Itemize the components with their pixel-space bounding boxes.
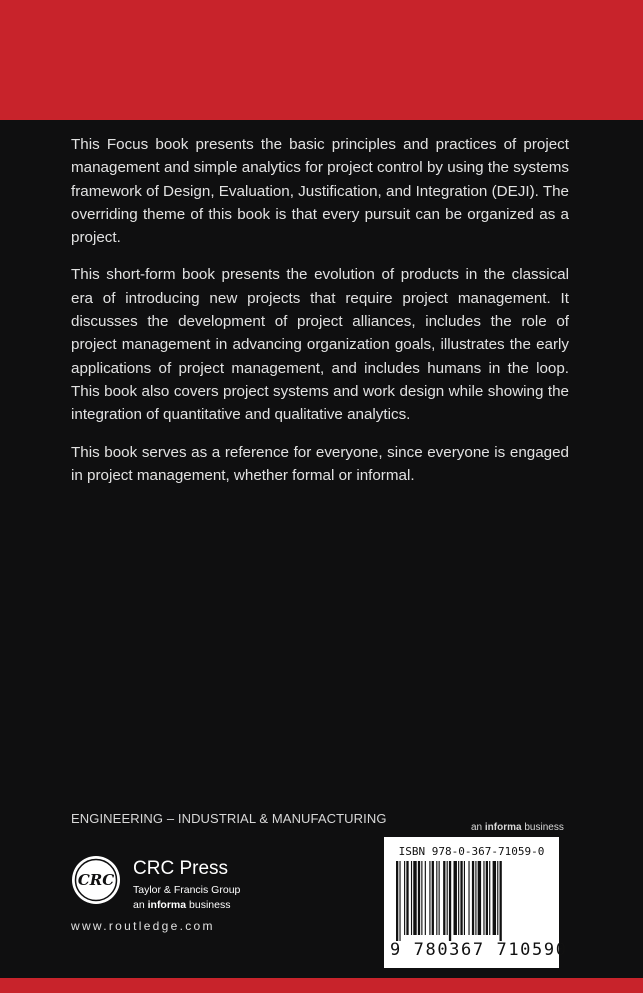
publisher-name: CRC Press bbox=[133, 858, 229, 879]
informa-bold: informa bbox=[484, 822, 522, 833]
crc-press-logo-icon bbox=[71, 855, 121, 905]
description-paragraph-3: This book serves as a reference for everyone, since everyone is engaged in project management, whether formal or informal. bbox=[71, 443, 569, 484]
barcode-bars bbox=[394, 861, 549, 941]
informa-business-tag bbox=[471, 822, 564, 833]
barcode-digits: 9 780367 710590 bbox=[390, 940, 568, 960]
publisher-group: Taylor & Francis Group bbox=[133, 884, 241, 896]
isbn-barcode bbox=[384, 837, 568, 968]
publisher-informa-prefix: an bbox=[133, 899, 145, 911]
publisher-informa-tag bbox=[133, 899, 231, 911]
back-cover-description bbox=[71, 133, 569, 501]
publisher-website: www.routledge.com bbox=[71, 919, 215, 933]
top-red-band bbox=[0, 0, 643, 120]
description-paragraph-1: This Focus book presents the basic principles and practices of project management and simple analytics for project control by using the systems framework of Design, Evaluation, Justification, and Integration (DEJI). The overriding theme of this book is that every pursuit can be organized as a project. bbox=[71, 136, 569, 247]
bottom-red-band bbox=[0, 978, 643, 993]
informa-suffix: business bbox=[524, 822, 564, 833]
subject-category: ENGINEERING – INDUSTRIAL & MANUFACTURING bbox=[71, 811, 387, 826]
description-paragraph-2: This short-form book presents the evolution of products in the classical era of introducing new projects that require project management. It discusses the development of project alliances, includes the role of project management in advancing organization goals, illustrates the early applications of project management, and includes humans in the loop. This book also covers project systems and work design while showing the integration of quantitative and qualitative analytics. bbox=[71, 266, 569, 424]
publisher-informa-suffix: business bbox=[189, 899, 231, 911]
isbn-label: ISBN 978-0-367-71059-0 bbox=[398, 845, 545, 858]
crc-logo-text: CRC bbox=[77, 871, 115, 889]
informa-prefix: an bbox=[471, 822, 483, 833]
publisher-informa-bold: informa bbox=[147, 899, 187, 911]
